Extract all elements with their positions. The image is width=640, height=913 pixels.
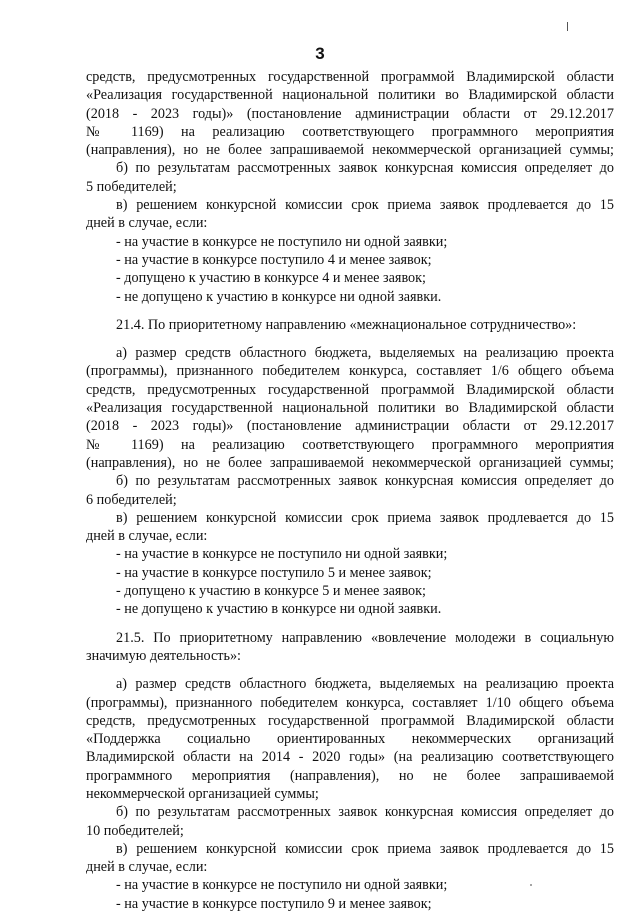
text-line: некоммерческой организацией суммы; [86,785,319,802]
text-line: дней в случае, если: [86,859,208,876]
text-line: 10 победителей; [86,822,184,839]
text-line: (программы), признанного победителем конкурса, составляет 1/6 общего объема [86,363,614,380]
text-line: - на участие в конкурсе не поступило ни одной заявки; [116,546,448,563]
text-line: 21.5. По приоритетному направлению «вовлечение молодежи в социальную [116,629,614,646]
text-line: а) размер средств областного бюджета, выделяемых на реализацию проекта [116,676,614,693]
text-line: «Реализация государственной национальной политики во Владимирской области [86,400,614,417]
text-line: средств, предусмотренных государственной программой Владимирской области [86,712,614,729]
text-line: дней в случае, если: [86,215,208,232]
text-line: - на участие в конкурсе не поступило ни одной заявки; [116,877,448,894]
text-line: а) размер средств областного бюджета, выделяемых на реализацию проекта [116,345,614,362]
text-line: б) по результатам рассмотренных заявок конкурсная комиссия определяет до [116,804,614,821]
text-line: 6 победителей; [86,491,177,508]
paragraph-gap [86,619,614,629]
paragraph-gap [86,306,614,316]
text-line: Владимирской области на 2014 - 2020 годы» (на реализацию соответствующего [86,749,614,766]
text-line: - допущено к участию в конкурсе 5 и менее заявок; [116,583,426,600]
text-line: (направления), но не более запрашиваемой некоммерческой организацией суммы; [86,142,614,159]
text-line: программного мероприятия (направления), но не более запрашиваемой [86,767,614,784]
text-line: б) по результатам рассмотренных заявок конкурсная комиссия определяет до [116,160,614,177]
text-line: (направления), но не более запрашиваемой некоммерческой организацией суммы; [86,454,614,471]
text-line: - на участие в конкурсе поступило 5 и менее заявок; [116,564,432,581]
text-line: (2018 - 2023 годы)» (постановление администрации области от 29.12.2017 [86,418,614,435]
scan-mark [567,22,568,31]
text-line: в) решением конкурсной комиссии срок приема заявок продлевается до 15 [116,840,614,857]
paragraph-gap [86,665,614,675]
text-line: - не допущено к участию в конкурсе ни одной заявки. [116,288,442,305]
text-line: в) решением конкурсной комиссии срок приема заявок продлевается до 15 [116,197,614,214]
text-line: «Реализация государственной национальной политики во Владимирской области [86,87,614,104]
text-line: 5 победителей; [86,178,177,195]
text-line: (2018 - 2023 годы)» (постановление администрации области от 29.12.2017 [86,105,614,122]
text-line: - на участие в конкурсе поступило 4 и менее заявок; [116,251,432,268]
text-line: - на участие в конкурсе поступило 9 и менее заявок; [116,895,432,912]
text-line: № 1169) на реализацию соответствующего программного мероприятия [86,436,614,453]
text-line: 21.4. По приоритетному направлению «межнациональное сотрудничество»: [116,316,577,333]
page-number: 3 [315,44,325,63]
text-line: № 1169) на реализацию соответствующего программного мероприятия [86,123,614,140]
text-line: дней в случае, если: [86,528,208,545]
text-line: значимую деятельность»: [86,647,242,664]
text-line: - не допущено к участию в конкурсе ни одной заявки. [116,601,442,618]
document-body [86,68,614,913]
paragraph-gap [86,334,614,344]
text-line: «Поддержка социально ориентированных некоммерческих организаций [86,731,614,748]
text-line: - на участие в конкурсе не поступило ни одной заявки; [116,233,448,250]
text-line: средств, предусмотренных государственной программой Владимирской области [86,69,614,85]
text-line: в) решением конкурсной комиссии срок приема заявок продлевается до 15 [116,509,614,526]
text-line: (программы), признанного победителем конкурса, составляет 1/10 общего объема [86,694,614,711]
text-line: б) по результатам рассмотренных заявок конкурсная комиссия определяет до [116,473,614,490]
text-line: - допущено к участию в конкурсе 4 и менее заявок; [116,270,426,287]
text-line: средств, предусмотренных государственной программой Владимирской области [86,381,614,398]
